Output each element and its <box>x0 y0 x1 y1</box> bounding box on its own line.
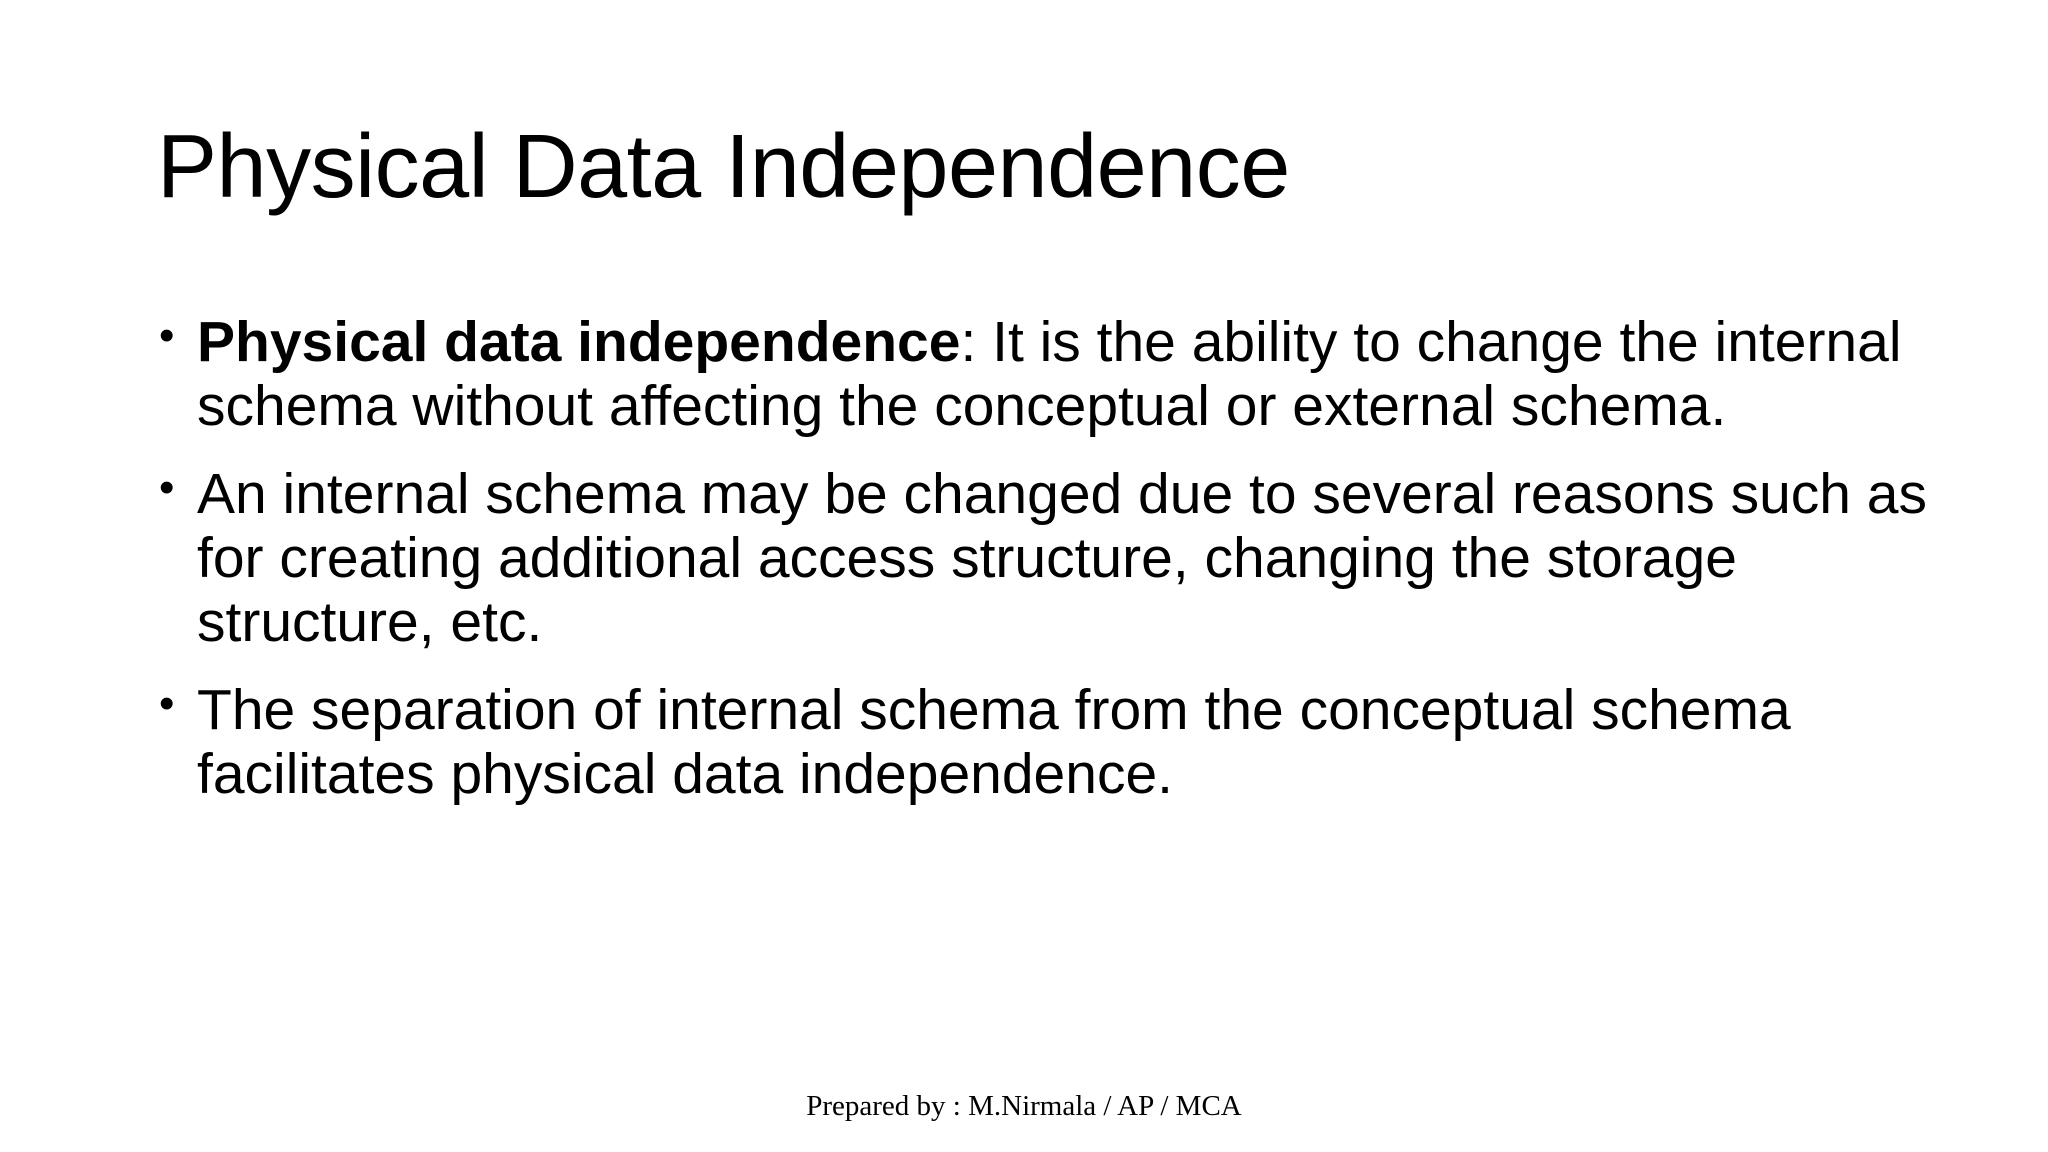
bullet-text: An internal schema may be changed due to several reasons such as for creating additional access structure, changing the storage structure, etc. <box>197 462 1928 654</box>
bullet-item-schema-separation <box>157 678 1937 806</box>
bullet-text: The separation of internal schema from the conceptual schema facilitates physical data independence. <box>197 678 1791 806</box>
slide-footer: Prepared by : M.Nirmala / AP / MCA <box>806 1090 1242 1122</box>
slide-title: Physical Data Independence <box>157 117 1290 217</box>
bullet-text: : It is the ability to change the internal schema without affecting the conceptual or external schema. <box>197 310 1902 438</box>
bullet-dot-icon: • <box>159 679 175 728</box>
bullet-list <box>157 310 1937 830</box>
bullet-dot-icon: • <box>159 311 175 360</box>
bullet-term: Physical data independence <box>197 310 961 374</box>
bullet-dot-icon: • <box>159 463 175 512</box>
bullet-item-physical-data-independence <box>157 310 1937 438</box>
bullet-item-internal-schema-change <box>157 462 1937 654</box>
